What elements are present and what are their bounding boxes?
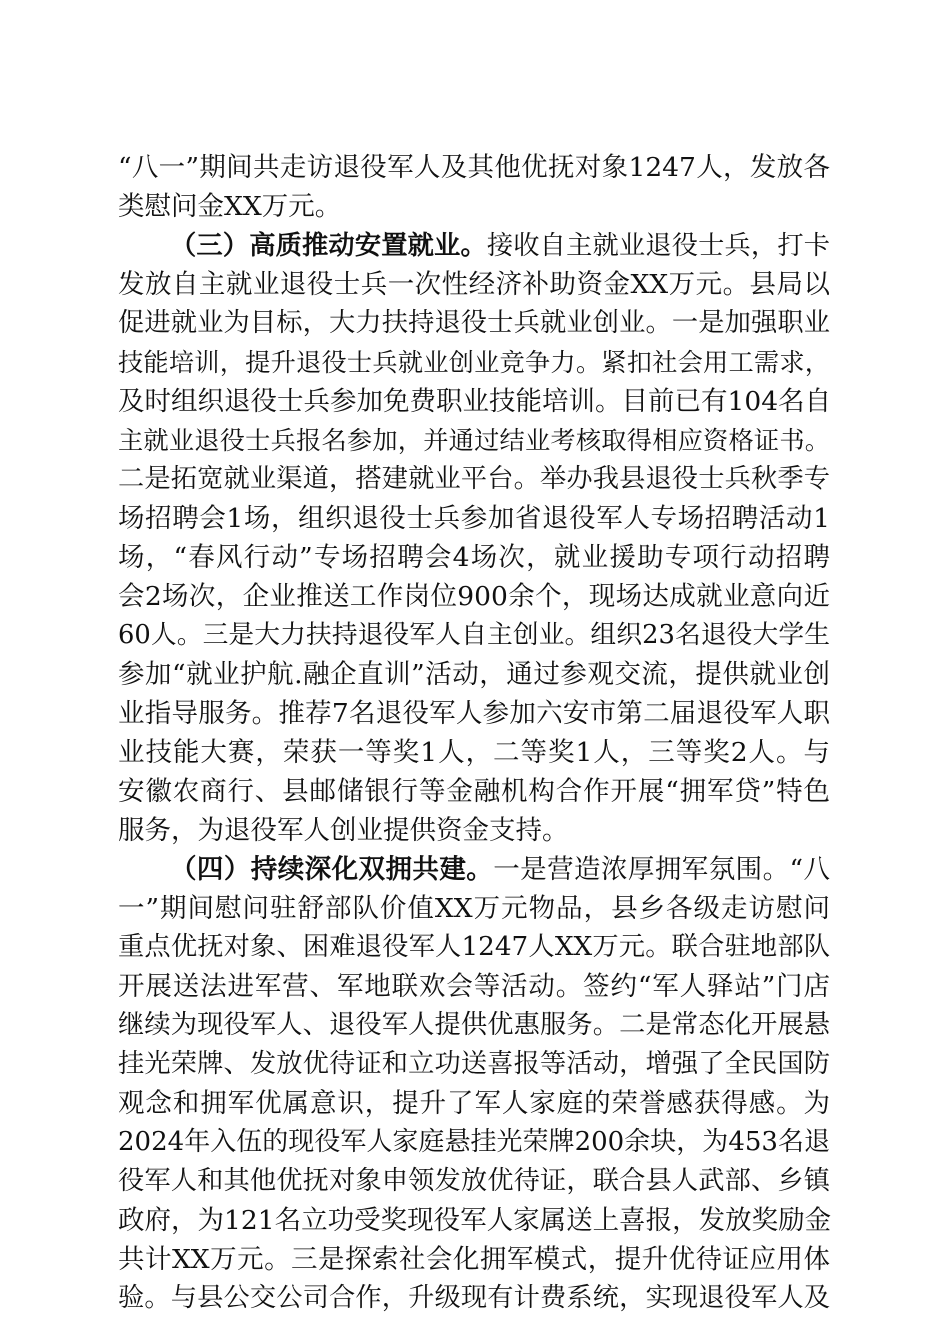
line-text: 促进就业为目标，大力扶持退役士兵就业创业。一是加强职业 xyxy=(118,308,830,338)
line-text: 安徽农商行、县邮储银行等金融机构合作开展“拥军贷”特色 xyxy=(118,776,830,807)
text-line xyxy=(118,928,830,967)
line-text: 服务，为退役军人创业提供资金支持。 xyxy=(118,815,569,846)
line-text: 60人。三是大力扶持退役军人自主创业。组织23名退役大学生 xyxy=(118,620,830,650)
text-line xyxy=(118,772,830,811)
line-text: 业指导服务。推荐7名退役军人参加六安市第二届退役军人职 xyxy=(118,698,830,729)
text-line xyxy=(118,421,830,460)
line-text: 继续为现役军人、退役军人提供优惠服务。二是常态化开展悬 xyxy=(118,1010,830,1040)
line-text: 类慰问金XX万元。 xyxy=(118,191,342,222)
line-text: 场招聘会1场，组织退役士兵参加省退役军人专场招聘活动1 xyxy=(118,503,830,534)
line-text: 一是营造浓厚拥军氛围。“八 xyxy=(493,854,830,885)
line-text: 技能培训，提升退役士兵就业创业竞争力。紧扣社会用工需求， xyxy=(118,348,830,377)
text-line xyxy=(118,1045,830,1084)
line-text: 参加“就业护航.融企直训”活动，通过参观交流，提供就业创 xyxy=(118,659,830,690)
text-line xyxy=(118,850,830,889)
text-line xyxy=(118,1201,830,1240)
section-heading: （三）高质推动安置就业。 xyxy=(170,230,487,261)
text-line xyxy=(118,1006,830,1045)
line-text: 观念和拥军优属意识，提升了军人家庭的荣誉感获得感。为 xyxy=(118,1088,830,1119)
text-line xyxy=(118,1279,830,1318)
line-text: 挂光荣牌、发放优待证和立功送喜报等活动，增强了全民国防 xyxy=(118,1049,830,1079)
text-line xyxy=(118,148,830,187)
text-line xyxy=(118,1240,830,1279)
section-heading: （四）持续深化双拥共建。 xyxy=(170,854,494,885)
line-text: 重点优抚对象、困难退役军人1247人XX万元。联合驻地部队 xyxy=(118,932,830,962)
line-text: 共计XX万元。三是探索社会化拥军模式，提升优待证应用体 xyxy=(118,1244,830,1275)
text-line xyxy=(118,577,830,616)
line-text: 二是拓宽就业渠道，搭建就业平台。举办我县退役士兵秋季专 xyxy=(118,464,830,494)
text-line xyxy=(118,187,830,226)
line-text: 业技能大赛，荣获一等奖1人，二等奖1人，三等奖2人。与 xyxy=(118,737,830,768)
text-line xyxy=(118,733,830,772)
text-line xyxy=(118,304,830,343)
text-line xyxy=(118,967,830,1006)
text-line xyxy=(118,265,830,304)
text-line xyxy=(118,655,830,694)
line-text: 接收自主就业退役士兵，打卡 xyxy=(486,231,830,261)
document-body xyxy=(118,148,830,1318)
line-text: 一”期间慰问驻舒部队价值XX万元物品，县乡各级走访慰问 xyxy=(118,893,830,924)
text-line xyxy=(118,889,830,928)
text-line xyxy=(118,460,830,499)
text-line xyxy=(118,1162,830,1201)
text-line xyxy=(118,694,830,733)
line-text: 2024年入伍的现役军人家庭悬挂光荣牌200余块，为453名退 xyxy=(118,1127,830,1157)
line-text: 会2场次，企业推送工作岗位900余个，现场达成就业意向近 xyxy=(118,581,830,612)
text-line xyxy=(118,616,830,655)
line-text: 场，“春风行动”专场招聘会4场次，就业援助专项行动招聘 xyxy=(118,542,830,573)
text-line xyxy=(118,538,830,577)
text-line xyxy=(118,382,830,421)
text-line xyxy=(118,343,830,382)
line-text: 开展送法进军营、军地联欢会等活动。签约“军人驿站”门店 xyxy=(118,971,830,1002)
line-text: 主就业退役士兵报名参加，并通过结业考核取得相应资格证书。 xyxy=(118,426,830,455)
line-text: 政府，为121名立功受奖现役军人家属送上喜报，发放奖励金 xyxy=(118,1205,832,1236)
line-text: 役军人和其他优抚对象申领发放优待证，联合县人武部、乡镇 xyxy=(118,1166,830,1196)
text-line xyxy=(118,1084,830,1123)
text-line xyxy=(118,1123,830,1162)
text-line xyxy=(118,811,830,850)
text-line xyxy=(118,499,830,538)
line-text: 验。与县公交公司合作，升级现有计费系统，实现退役军人及 xyxy=(118,1283,830,1313)
line-text: “八一”期间共走访退役军人及其他优抚对象1247人，发放各 xyxy=(118,152,830,183)
line-text: 及时组织退役士兵参加免费职业技能培训。目前已有104名自 xyxy=(118,386,832,417)
line-text: 发放自主就业退役士兵一次性经济补助资金XX万元。县局以 xyxy=(118,269,830,300)
text-line xyxy=(118,226,830,265)
